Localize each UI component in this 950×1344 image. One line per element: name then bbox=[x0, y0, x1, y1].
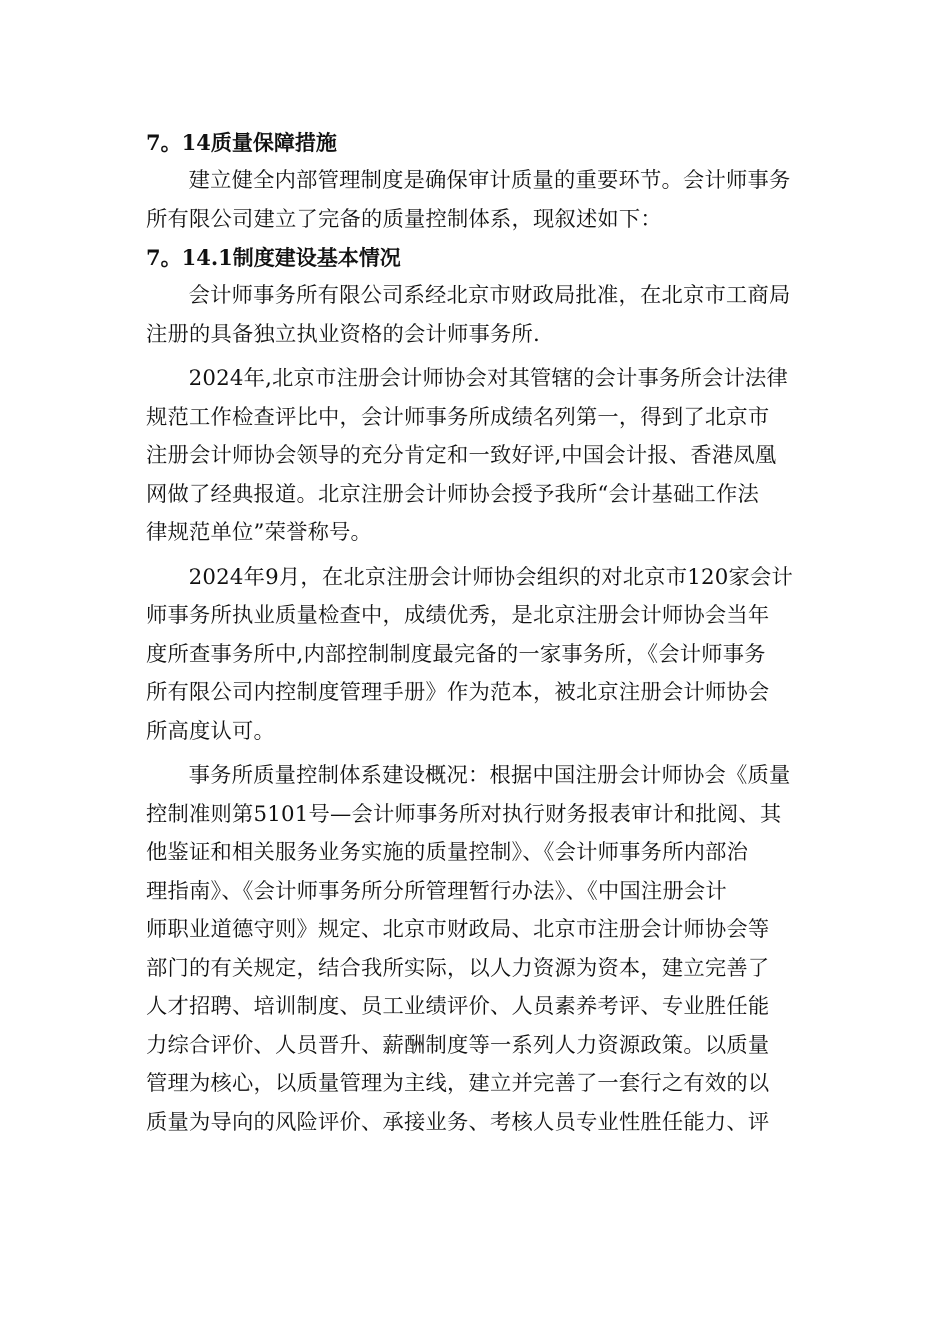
text-line: 他鉴证和相关服务业务实施的质量控制》、《会计师事务所内部治 bbox=[146, 840, 749, 865]
text-line: 网做了经典报道。北京注册会计师协会授予我所“会计基础工作法 bbox=[146, 481, 760, 507]
paragraph-quality-control-system bbox=[146, 757, 806, 1142]
text-line: 所有限公司建立了完备的质量控制体系，现叙述如下： bbox=[146, 206, 662, 232]
section-heading-7-14-1: 7。14.1制度建设基本情况 bbox=[146, 245, 401, 270]
paragraph-firm-registration bbox=[146, 277, 806, 354]
paragraph-2024-evaluation bbox=[146, 360, 806, 553]
text-line: 注册会计师协会领导的充分肯定和一致好评,中国会计报、香港凤凰 bbox=[146, 443, 777, 468]
text-line: 师事务所执业质量检查中，成绩优秀，是北京注册会计师协会当年 bbox=[146, 603, 770, 628]
text-line: 规范工作检查评比中，会计师事务所成绩名列第一，得到了北京市 bbox=[146, 404, 770, 430]
text-line: 部门的有关规定，结合我所实际，以人力资源为资本，建立完善了 bbox=[146, 955, 770, 981]
text-line: 师职业道德守则》规定、北京市财政局、北京市注册会计师协会等 bbox=[146, 917, 770, 942]
document-body bbox=[146, 124, 806, 1142]
text-line: 人才招聘、培训制度、员工业绩评价、人员素养考评、专业胜任能 bbox=[146, 994, 770, 1019]
paragraph-intro bbox=[146, 162, 806, 239]
text-line: 所高度认可。 bbox=[146, 718, 275, 744]
section-heading-7-14: 7。14质量保障措施 bbox=[146, 130, 337, 155]
text-line: 注册的具备独立执业资格的会计师事务所. bbox=[146, 321, 540, 347]
text-line: 质量为导向的风险评价、承接业务、考核人员专业性胜任能力、评 bbox=[146, 1109, 770, 1135]
text-line: 事务所质量控制体系建设概况：根据中国注册会计师协会《质量 bbox=[188, 763, 791, 788]
text-line: 力综合评价、人员晋升、薪酬制度等一系列人力资源政策。以质量 bbox=[146, 1032, 770, 1058]
text-line: 律规范单位”荣誉称号。 bbox=[146, 520, 373, 545]
text-line: 会计师事务所有限公司系经北京市财政局批准，在北京市工商局 bbox=[188, 283, 791, 308]
text-line: 所有限公司内控制度管理手册》作为范本，被北京注册会计师协会 bbox=[146, 680, 770, 705]
text-line: 管理为核心，以质量管理为主线，建立并完善了一套行之有效的以 bbox=[146, 1071, 770, 1096]
paragraph-quality-inspection bbox=[146, 559, 806, 752]
text-line: 度所查事务所中,内部控制制度最完备的一家事务所，《会计师事务 bbox=[146, 641, 766, 667]
text-line: 2024年9月，在北京注册会计师协会组织的对北京市120家会计 bbox=[188, 564, 794, 590]
text-line: 建立健全内部管理制度是确保审计质量的重要环节。会计师事务 bbox=[188, 168, 791, 193]
text-line: 控制准则第5101号—会计师事务所对执行财务报表审计和批阅、其 bbox=[146, 801, 782, 827]
text-line: 2024年,北京市注册会计师协会对其管辖的会计事务所会计法律 bbox=[188, 366, 788, 391]
text-line: 理指南》、《会计师事务所分所管理暂行办法》、《中国注册会计 bbox=[146, 878, 727, 904]
